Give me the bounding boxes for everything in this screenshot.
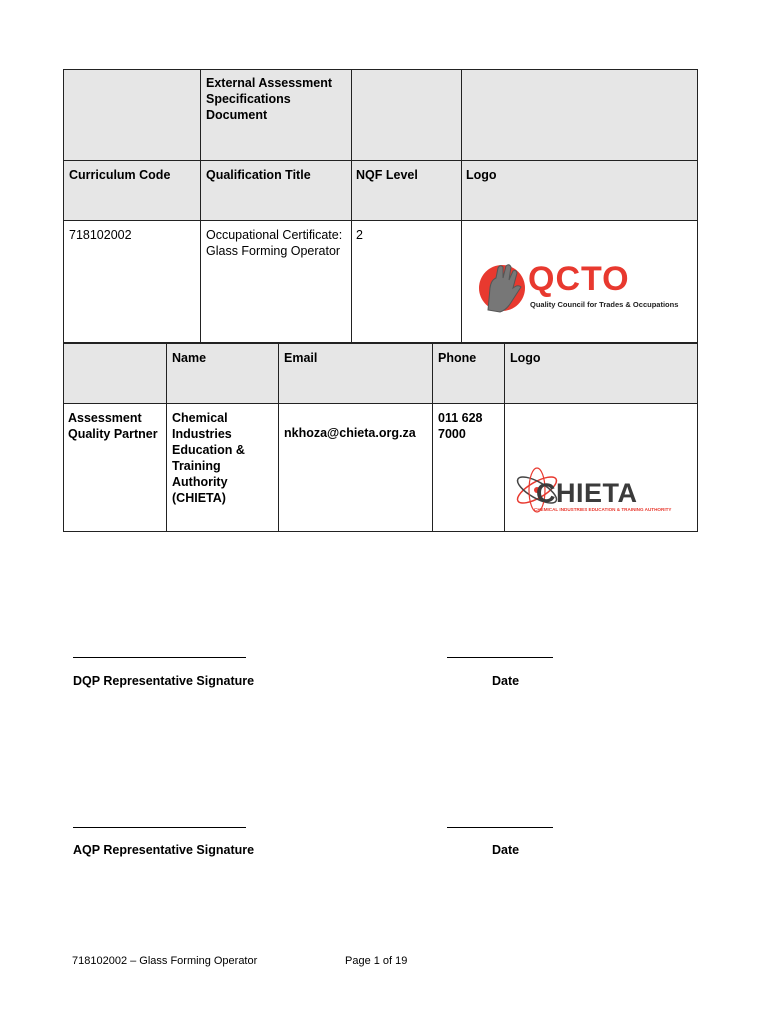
aqp-date-label: Date	[492, 843, 520, 857]
col-header-qualification-title: Qualification Title	[206, 168, 311, 182]
dqp-date-label: Date	[492, 674, 520, 688]
chieta-logo-text: CHIETA	[536, 478, 638, 508]
col-header-logo: Logo	[466, 168, 497, 182]
footer-document-title: 718102002 – Glass Forming Operator	[72, 955, 258, 967]
col-header-blank	[64, 346, 166, 350]
col-header-name: Name	[172, 351, 207, 365]
role-value: Assessment Quality Partner	[68, 411, 158, 441]
col-header-curriculum-code: Curriculum Code	[69, 168, 171, 182]
partner-phone-value: 011 628 7000	[438, 411, 483, 441]
dqp-signature-line[interactable]	[73, 657, 246, 658]
chieta-logo	[512, 460, 672, 516]
nqf-level-value: 2	[356, 228, 363, 242]
dqp-date-line[interactable]	[447, 657, 553, 658]
partner-name-value: Chemical Industries Education & Training Authority (CHIETA)	[172, 411, 245, 505]
col-header-email: Email	[284, 351, 318, 365]
qcto-logo	[478, 258, 679, 322]
partner-email-value: nkhoza@chieta.org.za	[284, 426, 416, 440]
document-title-cell: External Assessment Specifications Document	[206, 76, 332, 122]
aqp-date-line[interactable]	[447, 827, 553, 828]
col-header-logo-2: Logo	[510, 351, 541, 365]
col-header-nqf-level: NQF Level	[356, 168, 418, 182]
table1-header-row-bg	[64, 70, 697, 160]
chieta-logo-tagline: CHEMICAL INDUSTRIES EDUCATION & TRAINING AUTHORITY	[534, 507, 672, 512]
footer-page-number: Page 1 of 19	[345, 955, 408, 967]
col-header-phone: Phone	[438, 351, 477, 365]
aqp-signature-line[interactable]	[73, 827, 246, 828]
qualification-title-value: Occupational Certificate: Glass Forming Operator	[206, 228, 343, 258]
aqp-signature-label: AQP Representative Signature	[73, 843, 255, 857]
qcto-logo-text: QCTO	[528, 260, 630, 298]
curriculum-code-value: 718102002	[69, 228, 132, 242]
dqp-signature-label: DQP Representative Signature	[73, 674, 255, 688]
qcto-hand-icon	[478, 258, 526, 318]
qcto-logo-tagline: Quality Council for Trades & Occupations	[530, 300, 679, 309]
